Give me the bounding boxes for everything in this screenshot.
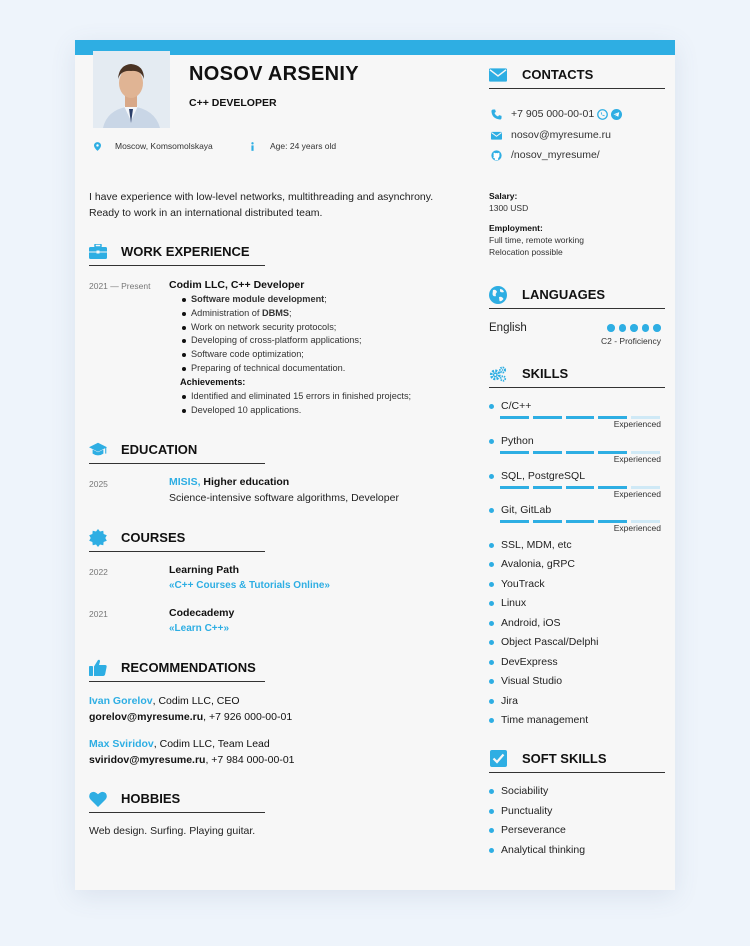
resume-page: [75, 40, 675, 890]
age-text: Age: 24 years old: [270, 141, 337, 151]
list-item: Software code optimization;: [181, 348, 481, 362]
github-icon: [491, 150, 502, 161]
heart-icon: [89, 790, 107, 808]
list-item: Developed 10 applications.: [181, 404, 481, 418]
soft-skill-item: Perseverance: [489, 824, 566, 836]
age-row: [249, 141, 336, 151]
profile-photo: [93, 51, 170, 128]
skill-item: Object Pascal/Delphi: [489, 636, 598, 648]
salary-value: 1300 USD: [489, 203, 529, 213]
location-pin-icon: [94, 142, 101, 151]
section-title: CONTACTS: [522, 67, 594, 82]
github-handle[interactable]: /nosov_myresume/: [511, 149, 600, 161]
bullet-dot: [489, 809, 494, 814]
recommender-phone: , +7 984 000-00-01: [205, 754, 295, 766]
recommender-email[interactable]: sviridov@myresume.ru: [89, 754, 206, 766]
course-provider: Learning Path: [169, 564, 240, 576]
section-skills: [489, 360, 665, 388]
phone-number[interactable]: +7 905 000-00-01: [511, 108, 595, 120]
contact-email-row: [491, 129, 611, 141]
skill-item: SQL, PostgreSQL: [489, 470, 585, 482]
course-year: 2022: [89, 567, 108, 577]
candidate-title: C++ DEVELOPER: [189, 97, 277, 109]
level-dot: [642, 324, 650, 332]
work-company-role: Codim LLC, C++ Developer: [169, 279, 305, 291]
skill-item: Jira: [489, 695, 518, 707]
salary-label: Salary:: [489, 191, 518, 201]
employment-label: Employment:: [489, 223, 543, 233]
graduation-cap-icon: [89, 441, 107, 459]
bullet-dot: [489, 582, 494, 587]
skill-level-label: Experienced: [613, 454, 661, 464]
recommender-org: , Codim LLC, CEO: [152, 695, 240, 707]
section-title: LANGUAGES: [522, 287, 606, 302]
section-work-experience: [89, 238, 265, 266]
section-title: HOBBIES: [121, 791, 181, 806]
section-title: WORK EXPERIENCE: [121, 244, 250, 259]
course-provider: Codecademy: [169, 607, 235, 619]
hobbies-text: Web design. Surfing. Playing guitar.: [89, 825, 256, 837]
gears-icon: [489, 365, 507, 383]
skill-item: DevExpress: [489, 656, 558, 668]
language-level-dots: [607, 324, 661, 332]
skill-item: C/C++: [489, 400, 531, 412]
checkbox-icon: [489, 750, 507, 768]
section-languages: [489, 281, 665, 309]
bullet-dot: [489, 439, 494, 444]
bullet-dot: [489, 601, 494, 606]
list-item: Identified and eliminated 15 errors in finished projects;: [181, 390, 481, 404]
achievements-list: [181, 390, 481, 418]
list-item: Work on network security protocols;: [181, 321, 481, 335]
employment-value: Full time, remote working: [489, 235, 584, 245]
bullet-dot: [489, 848, 494, 853]
bullet-dot: [489, 640, 494, 645]
section-title: COURSES: [121, 530, 186, 545]
course-year: 2021: [89, 609, 108, 619]
section-education: [89, 436, 265, 464]
recommender-email[interactable]: gorelov@myresume.ru: [89, 711, 204, 723]
bullet-dot: [489, 789, 494, 794]
education-degree: Higher education: [200, 476, 290, 488]
whatsapp-icon[interactable]: [597, 109, 608, 120]
bullet-dot: [489, 718, 494, 723]
skill-item: Linux: [489, 597, 526, 609]
education-year: 2025: [89, 479, 108, 489]
recommender-name: Ivan Gorelov: [89, 695, 153, 707]
section-soft-skills: [489, 745, 665, 773]
education-school-line: [169, 476, 289, 488]
badge-icon: [89, 529, 107, 547]
level-dot: [607, 324, 615, 332]
bullet-dot: [489, 828, 494, 833]
bullet-dot: [489, 621, 494, 626]
section-recommendations: [89, 654, 265, 682]
recommender-phone: , +7 926 000-00-01: [203, 711, 293, 723]
contact-phone-row: [491, 108, 622, 120]
email-address[interactable]: nosov@myresume.ru: [511, 129, 611, 141]
soft-skill-item: Analytical thinking: [489, 844, 585, 856]
soft-skill-item: Sociability: [489, 785, 548, 797]
globe-icon: [489, 286, 507, 304]
envelope-icon: [489, 66, 507, 84]
skill-level-label: Experienced: [613, 523, 661, 533]
skill-item: Python: [489, 435, 534, 447]
language-name: English: [489, 322, 527, 334]
section-title: SKILLS: [522, 366, 569, 381]
summary-text: I have experience with low-level networks, multithreading and asynchrony. Ready to work in an international distributed team.: [89, 191, 434, 219]
recommendation-contact-line: [89, 711, 292, 723]
recommender-org: , Codim LLC, Team Lead: [153, 738, 270, 750]
skill-item: Avalonia, gRPC: [489, 558, 575, 570]
work-period: 2021 — Present: [89, 281, 151, 291]
work-duties-list: [181, 293, 481, 376]
level-dot: [653, 324, 661, 332]
language-level: C2 - Proficiency: [601, 336, 661, 346]
bullet-dot: [489, 508, 494, 513]
relocation-value: Relocation possible: [489, 247, 563, 257]
section-courses: [89, 524, 265, 552]
section-title: SOFT SKILLS: [522, 751, 607, 766]
skill-item: SSL, MDM, etc: [489, 539, 572, 551]
candidate-name: NOSOV ARSENIY: [189, 63, 359, 85]
education-program: Science-intensive software algorithms, Developer: [169, 492, 399, 504]
contact-github-row: [491, 149, 600, 161]
list-item: Developing of cross-platform applications;: [181, 334, 481, 348]
bullet-dot: [489, 543, 494, 548]
bullet-dot: [489, 699, 494, 704]
skill-level-label: Experienced: [613, 489, 661, 499]
thumbs-up-icon: [89, 659, 107, 677]
list-item: Preparing of technical documentation.: [181, 362, 481, 376]
bullet-dot: [489, 404, 494, 409]
location-text: Moscow, Komsomolskaya: [115, 141, 213, 151]
bullet-dot: [489, 562, 494, 567]
skill-item: Time management: [489, 714, 588, 726]
soft-skill-item: Punctuality: [489, 805, 552, 817]
bullet-dot: [489, 474, 494, 479]
section-contacts: [489, 61, 665, 89]
recommender-name: Max Sviridov: [89, 738, 154, 750]
briefcase-icon: [89, 243, 107, 261]
skill-item: Visual Studio: [489, 675, 562, 687]
skill-item: Git, GitLab: [489, 504, 551, 516]
recommendation-contact-line: [89, 754, 295, 766]
skill-level-label: Experienced: [613, 419, 661, 429]
recommendation-name-line: [89, 738, 270, 750]
email-icon: [491, 130, 502, 141]
skill-item: YouTrack: [489, 578, 545, 590]
level-dot: [619, 324, 627, 332]
section-hobbies: [89, 785, 265, 813]
education-school: MISIS,: [169, 476, 201, 488]
course-name-link[interactable]: «Learn C++»: [169, 623, 230, 634]
course-name-link[interactable]: «C++ Courses & Tutorials Online»: [169, 580, 330, 591]
telegram-icon[interactable]: [611, 109, 622, 120]
level-dot: [630, 324, 638, 332]
recommendation-name-line: [89, 695, 240, 707]
achievements-label: Achievements:: [180, 377, 246, 387]
list-item: Administration of DBMS;: [181, 307, 481, 321]
phone-icon: [491, 109, 502, 120]
bullet-dot: [489, 660, 494, 665]
location-row: [94, 141, 213, 151]
list-item: Software module development;: [181, 293, 481, 307]
info-icon: [249, 142, 256, 151]
section-title: RECOMMENDATIONS: [121, 660, 256, 675]
skill-item: Android, iOS: [489, 617, 561, 629]
section-title: EDUCATION: [121, 442, 198, 457]
bullet-dot: [489, 679, 494, 684]
